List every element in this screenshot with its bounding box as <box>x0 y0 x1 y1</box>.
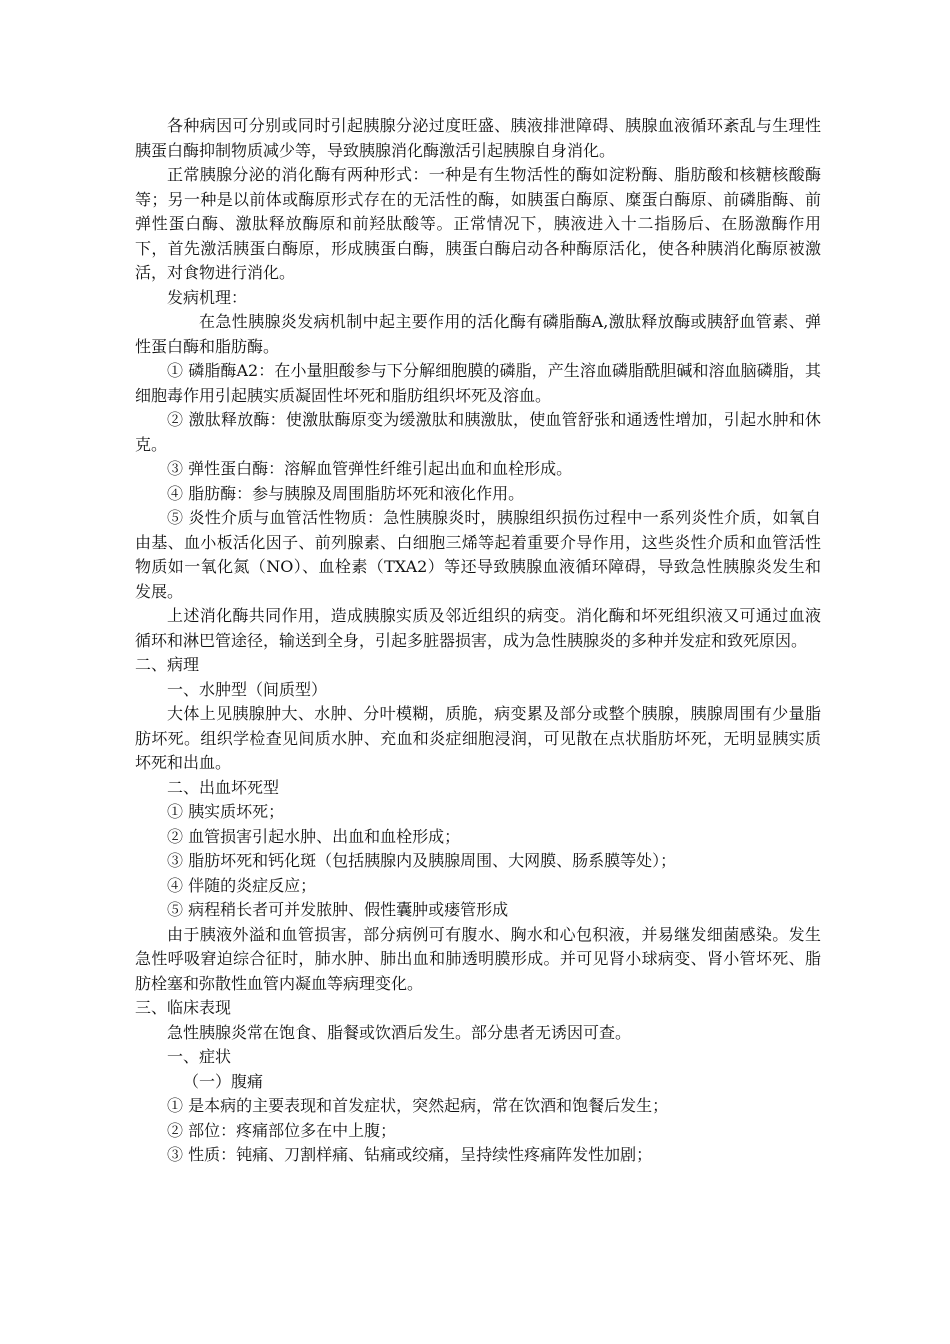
list-item: ② 激肽释放酶：使激肽酶原变为缓激肽和胰激肽，使血管舒张和通透性增加，引起水肿和休克。 <box>135 410 821 454</box>
list-item: ③ 性质：钝痛、刀割样痛、钻痛或绞痛，呈持续性疼痛阵发性加剧； <box>167 1145 653 1164</box>
list-item: ⑤ 病程稍长者可并发脓肿、假性囊肿或瘘管形成 <box>167 900 509 919</box>
section-heading: 二、病理 <box>135 655 200 674</box>
list-item: ④ 伴随的炎症反应； <box>167 875 317 895</box>
subsection-heading: （一）腹痛 <box>183 1071 264 1091</box>
paragraph: 在急性胰腺炎发病机制中起主要作用的活化酶有磷脂酶A,激肽释放酶或胰舒血管素、弹性蛋白酶和脂肪酶。 <box>135 312 821 356</box>
subsection-heading: 一、症状 <box>167 1047 232 1066</box>
paragraph: 大体上见胰腺肿大、水肿、分叶模糊，质脆，病变累及部分或整个胰腺，胰腺周围有少量脂肪坏死。组织学检查见间质水肿、充血和炎症细胞浸润，可见散在点状脂肪坏死，无明显胰实质坏死和出血。 <box>135 704 821 772</box>
list-item: ④ 脂肪酶：参与胰腺及周围脂肪坏死和液化作用。 <box>167 483 525 503</box>
list-item: ② 部位：疼痛部位多在中上腹； <box>167 1120 397 1140</box>
paragraph: 正常胰腺分泌的消化酶有两种形式：一种是有生物活性的酶如淀粉酶、脂肪酸和核糖核酸酶等；另一种是以前体或酶原形式存在的无活性的酶，如胰蛋白酶原、糜蛋白酶原、前磷脂酶、前弹性蛋白酶、激肽释放酶原和前羟肽酸等。正常情况下，胰液进入十二指肠后、在肠激酶作用下，首先激活胰蛋白酶原，形成胰蛋白酶，胰蛋白酶启动各种酶原活化，使各种胰消化酶原被激活，对食物进行消化。 <box>135 165 821 282</box>
list-item: ③ 弹性蛋白酶：溶解血管弹性纤维引起出血和血栓形成。 <box>167 459 573 478</box>
list-item: ① 是本病的主要表现和首发症状，突然起病，常在饮酒和饱餐后发生； <box>167 1096 669 1115</box>
subsection-heading: 二、出血坏死型 <box>167 777 280 797</box>
paragraph: 各种病因可分别或同时引起胰腺分泌过度旺盛、胰液排泄障碍、胰腺血液循环紊乱与生理性胰蛋白酶抑制物质减少等，导致胰腺消化酶激活引起胰腺自身消化。 <box>135 116 821 160</box>
list-item: ① 胰实质坏死； <box>167 802 285 821</box>
paragraph: 由于胰液外溢和血管损害，部分病例可有腹水、胸水和心包积液，并易继发细菌感染。发生急性呼吸窘迫综合征时，肺水肿、肺出血和肺透明膜形成。并可见肾小球病变、肾小管坏死、脂肪栓塞和弥散性血管内凝血等病理变化。 <box>135 924 821 993</box>
list-item: ② 血管损害引起水肿、出血和血栓形成； <box>167 826 461 846</box>
list-item: ③ 脂肪坏死和钙化斑（包括胰腺内及胰腺周围、大网膜、肠系膜等处）； <box>167 851 677 870</box>
list-item: ⑤ 炎性介质与血管活性物质：急性胰腺炎时，胰腺组织损伤过程中一系列炎性介质，如氧自由基、血小板活化因子、前列腺素、白细胞三烯等起着重要介导作用，这些炎性介质和血管活性物质如一氧化氮（NO）、血栓素（TXA2）等还导致胰腺血液循环障碍，导致急性胰腺炎发生和发展。 <box>135 508 821 601</box>
paragraph: 急性胰腺炎常在饱食、脂餐或饮酒后发生。部分患者无诱因可查。 <box>167 1022 632 1042</box>
paragraph: 发病机理： <box>167 287 248 307</box>
subsection-heading: 一、水肿型（间质型） <box>167 679 328 699</box>
document-body <box>135 114 821 1168</box>
section-heading: 三、临床表现 <box>135 998 232 1017</box>
paragraph: 上述消化酶共同作用，造成胰腺实质及邻近组织的病变。消化酶和坏死组织液又可通过血液循环和淋巴管途径，输送到全身，引起多脏器损害，成为急性胰腺炎的多种并发症和致死原因。 <box>135 606 821 650</box>
list-item: ① 磷脂酶A2：在小量胆酸参与下分解细胞膜的磷脂，产生溶血磷脂酰胆碱和溶血脑磷脂，其细胞毒作用引起胰实质凝固性坏死和脂肪组织坏死及溶血。 <box>135 361 821 405</box>
